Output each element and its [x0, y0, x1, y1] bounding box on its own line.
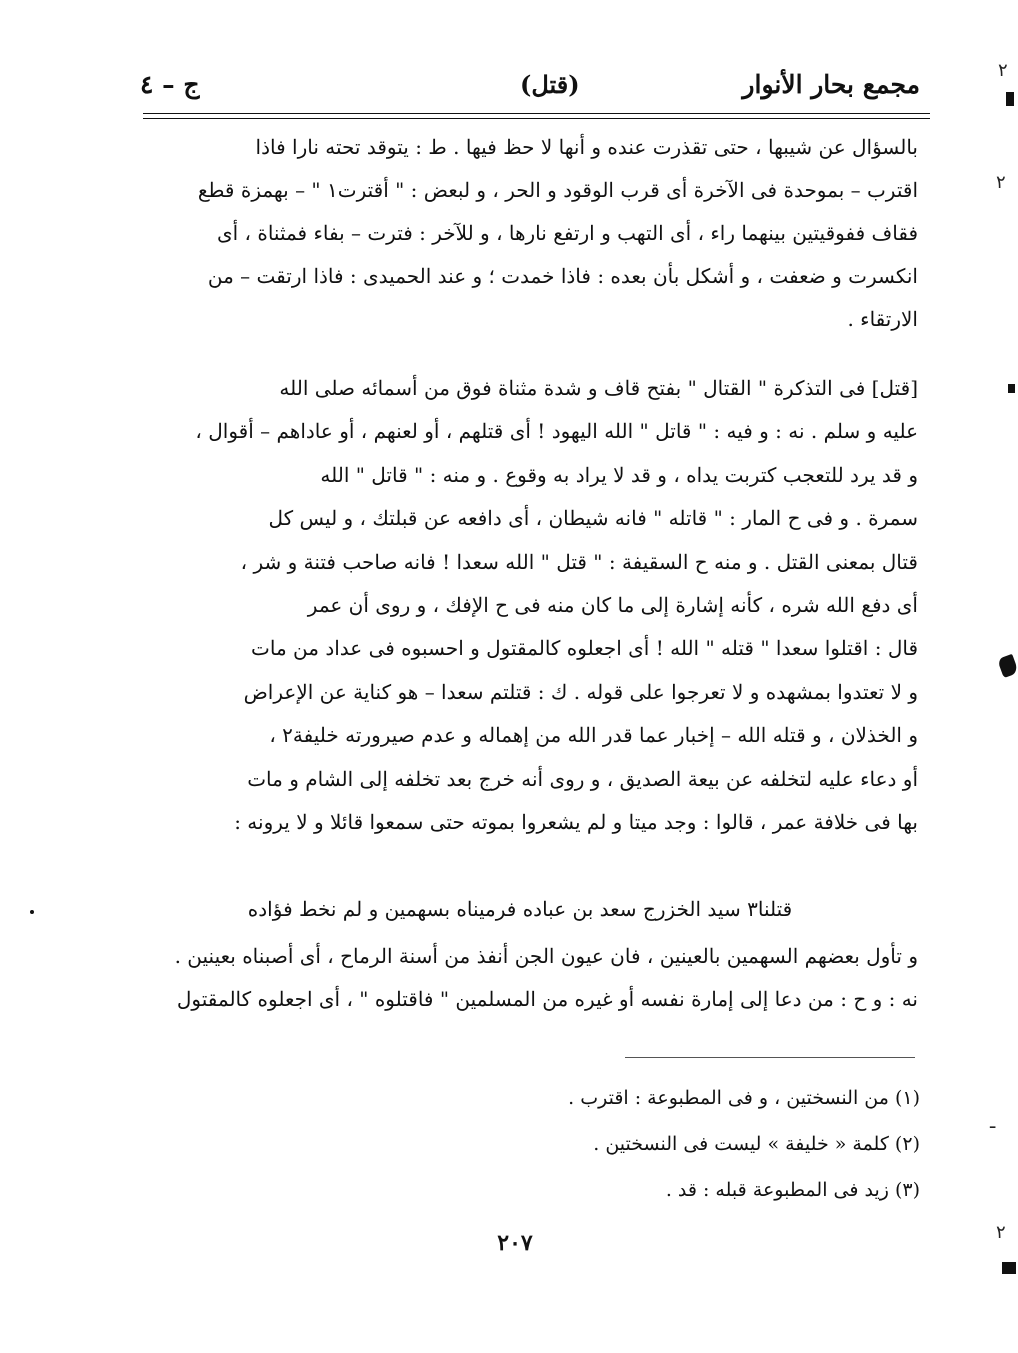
margin-dot	[30, 910, 34, 914]
margin-blot	[1006, 92, 1014, 106]
text-line: و لا تعتدوا بمشهده و لا تعرجوا على قوله . ك : قتلتم سعدا – هو كناية عن الإعراض	[243, 679, 918, 704]
text-line: و تأول بعضهم السهمين بالعينين ، فان عيون الجن أنفذ من أسنة الرماح ، أى أصبناه بعينين .	[174, 944, 918, 968]
text-line: قال : اقتلوا سعدا " قتله " الله ! أى اجعلوه كالمقتول و احسبوه فى عداد من مات	[251, 636, 918, 661]
text-line: انكسرت و ضعفت ، و أشكل بأن بعده : فاذا خمدت ؛ و عند الحميدى : فاذا ارتقت – من	[207, 264, 918, 288]
text-line: و قد يرد للتعجب كتربت يداه ، و قد لا يراد به وقوع . و منه : " قاتل " الله	[320, 462, 918, 487]
footnote-1: (١) من النسختين ، و فى المطبوعة : اقترب .	[568, 1087, 920, 1109]
text-line: بالسؤال عن شيبها ، حتى تقذرت عنده و أنها لا حظ فيها . ط : يتوقد تحته نارا فاذا	[255, 135, 918, 159]
margin-blot	[997, 654, 1018, 678]
running-header	[140, 64, 920, 112]
page-number: ٢٠٧	[497, 1230, 533, 1256]
footnote-2: (٢) كلمة « خليفة » ليست فى النسختين .	[593, 1133, 920, 1155]
text-line: اقترب – بموحدة فى الآخرة أى قرب الوقود و الحر ، و لبعض : " أقترت١ " – بهمزة قطع	[197, 178, 918, 202]
footnote-rule	[625, 1057, 915, 1058]
book-title: مجمع بحار الأنوار	[742, 70, 920, 99]
text-line: الارتقاء .	[847, 307, 918, 331]
text-line: سمرة . و فى ح المار : " قاتله " فانه شيطان ، أى دافعه عن قبلتك ، و ليس كل	[268, 506, 918, 531]
margin-mark: ٢	[998, 60, 1008, 81]
footnotes	[400, 1075, 920, 1213]
text-line: نه : و ح : من دعا إلى إمارة نفسه أو غيره من المسلمين " فاقتلوه " ، أى اجعلوه كالمقتول	[176, 987, 918, 1011]
header-rule	[143, 113, 930, 119]
text-line: [قتل] فى التذكرة " القتال " بفتح قاف و شدة مثناة فوق من أسمائه صلى الله	[279, 376, 918, 400]
text-line: عليه و سلم . نه : و فيه : " قاتل " الله اليهود ! أى قتلهم ، أو لعنهم ، أو عاداهم – أقوال ،	[195, 419, 918, 444]
text-line: بها فى خلافة عمر ، قالوا : وجد ميتا و لم يشعروا بموته حتى سمعوا قائلا و لا يرونه :	[234, 810, 918, 835]
paragraph-1	[148, 126, 918, 341]
text-line: قتال بمعنى القتل . و منه ح السقيفة : " قتل " الله سعدا ! فانه صاحب فتنة و شر ،	[240, 549, 918, 574]
text-line: أو دعاء عليه لتخلفه عن بيعة الصديق ، و روى أنه خرج بعد تخلفه إلى الشام و مات	[247, 766, 918, 791]
paragraph-3	[148, 935, 918, 1021]
margin-blot	[1008, 384, 1015, 393]
text-line: أى دفع الله شره ، كأنه إشارة إلى ما كان منه فى ح الإفك ، و روى أن عمر	[307, 593, 918, 618]
margin-mark: ـ	[990, 1112, 996, 1133]
poetry-verse: قتلنا٣ سيد الخزرج سعد بن عباده فرميناه بسهمين و لم نخط فؤاده	[247, 897, 793, 921]
margin-mark: ٢	[996, 1222, 1006, 1243]
text-line: فقاف ففوقيتين بينهما راء ، أى التهب و ارتفع نارها ، و للآخر : فترت – بفاء فمثناة ، أى	[216, 221, 918, 245]
footnote-3: (٣) زيد فى المطبوعة قبله : قد .	[665, 1179, 920, 1201]
margin-blot	[1002, 1262, 1016, 1274]
volume-label: ج – ٤	[140, 70, 200, 99]
paragraph-2	[148, 367, 918, 844]
entry-heading: (قتل)	[520, 70, 580, 99]
margin-mark: ٢	[996, 172, 1006, 193]
text-line: و الخذلان ، و قتله الله – إخبار عما قدر الله من إهماله و عدم صيرورته خليفة٢ ،	[269, 723, 918, 748]
